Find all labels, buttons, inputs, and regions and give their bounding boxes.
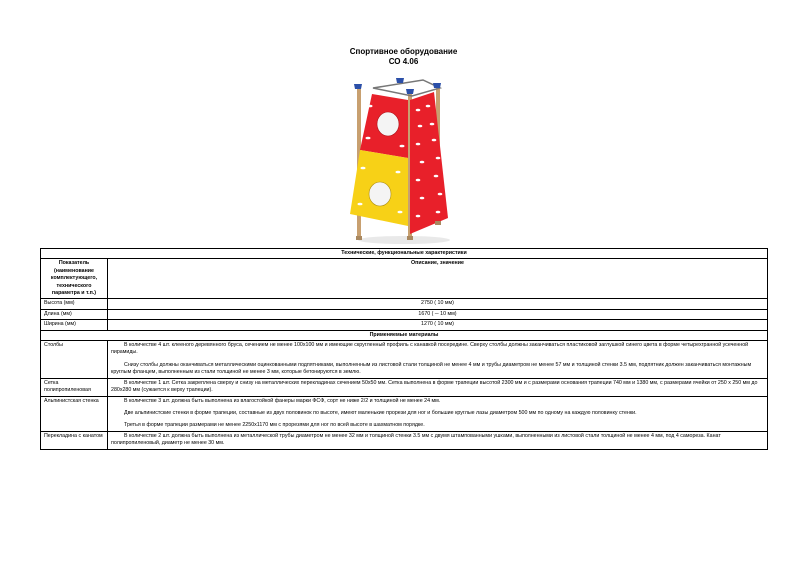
table-row — [41, 341, 768, 379]
climbing-tower-illustration — [348, 76, 458, 244]
description-paragraph: В количестве 1 шт. Сетка закреплена сверху и снизу на металлических перекладинах сечением 50х50 мм. Сетка выполнена в форме трапеции высотой 2300 мм и с размерами основания трапеции 740 мм и 1380 мм, с размерами ячейки от 250 х 250 мм до 280х280 мм (сужается к верху трапеции). — [111, 379, 758, 394]
table-row — [41, 309, 768, 319]
dimension-name: Высота (мм) — [41, 299, 108, 309]
material-description — [108, 378, 768, 396]
table-row — [41, 396, 768, 431]
description-paragraph: Третья в форме трапеции размерами не менее 2250х1170 мм с прорезями для ног по всей высоте в шахматном порядке. — [124, 422, 425, 429]
dimension-value: 2750 ( 10 мм) — [108, 299, 768, 309]
description-paragraph: Две альпинистские стенки в форме трапеции, составные из двух половинок по высоте, имеют маленькие прорези для ног и большие круглые лазы диаметром 500 мм по одному на каждую половинку стенки. — [124, 409, 637, 416]
section-row — [41, 249, 768, 259]
product-code: СО 4.06 — [388, 57, 419, 66]
material-name: Столбы — [41, 341, 108, 379]
section-specs-title: Технические, функциональные характеристики — [41, 249, 768, 259]
table-row — [41, 299, 768, 309]
document-title — [0, 47, 807, 67]
column-header-parameter: Показатель (наименование комплектующего, технического параметра и т.п.) — [41, 259, 108, 299]
description-paragraph: Снизу столбы должны оканчиваться металлическими оцинкованными подпятниками, выполненным из листовой стали толщиной не менее 4 мм и трубы диаметром не менее 57 мм и толщиной стенки 3.5 мм, подпятник должен заканчиваться монтажным круглым фланцем, выполненным из стали толщиной не менее 3 мм, которые бетонируются в землю. — [111, 361, 752, 376]
material-name: Альпинистская стенка — [41, 396, 108, 431]
post-cap-icon — [354, 84, 362, 89]
title-text: Спортивное оборудование — [349, 47, 458, 56]
table-header-row — [41, 259, 768, 299]
material-description — [108, 431, 768, 449]
table-row — [41, 431, 768, 449]
section-row — [41, 330, 768, 340]
round-hole — [369, 182, 391, 206]
material-description — [108, 396, 768, 431]
dimension-name: Ширина (мм) — [41, 320, 108, 330]
column-header-value: Описание, значение — [108, 259, 768, 299]
dimension-value: 1270 ( 10 мм) — [108, 320, 768, 330]
post-cap-icon — [406, 89, 414, 94]
spec-table — [40, 248, 768, 450]
post-cap-icon — [396, 78, 404, 83]
ground-shadow — [358, 236, 450, 244]
material-name: Сетка полипропиленовая — [41, 378, 108, 396]
right-wall — [410, 92, 448, 234]
description-paragraph: В количестве 3 шт. должна быть выполнена из влагостойкой фанеры марки ФСФ, сорт не ниже 2/2 и толщиной не менее 24 мм. — [124, 397, 441, 404]
dimension-value: 1670 ( ─ 10 мм) — [108, 309, 768, 319]
round-hole — [377, 112, 399, 136]
dimension-name: Длина (мм) — [41, 309, 108, 319]
table-row — [41, 378, 768, 396]
table-row — [41, 320, 768, 330]
post-cap-icon — [433, 83, 441, 88]
description-paragraph: В количестве 2 шт. должна быть выполнена из металлической трубы диаметром не менее 32 мм и толщиной стенки 3.5 мм с двумя штампованными ушками, выполненными из листовой стали толщиной не менее 4 мм, под 4 самореза. Канат полипропиленовый, диаметр не менее 30 мм. — [111, 432, 721, 447]
description-paragraph: В количестве 4 шт. клееного деревянного бруса, сечением не менее 100х100 мм и имеющие скругленный профиль с канавкой посередине. Сверху столбы должны заканчиваться пластиковой заглушкой синего цвета в форме четырехгранной усеченной пирамиды. — [111, 342, 749, 356]
material-name: Перекладина с канатом — [41, 431, 108, 449]
post-base — [356, 236, 362, 240]
post-base — [435, 221, 441, 225]
section-materials-title: Применяемые материалы — [41, 330, 768, 340]
post-base — [407, 236, 413, 240]
material-description — [108, 341, 768, 379]
